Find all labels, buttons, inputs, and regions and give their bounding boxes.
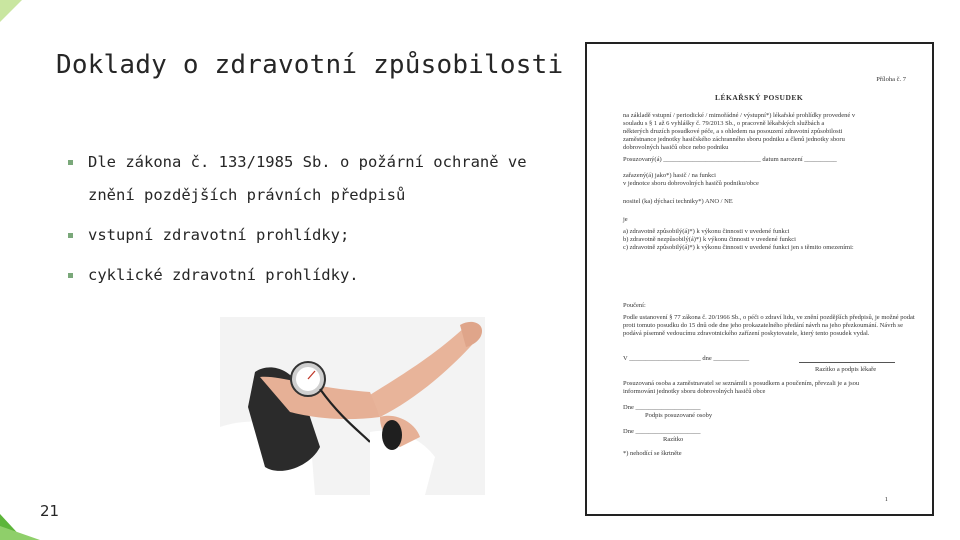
doc-result-b: b) zdravotně nezpůsobilý(á)*) k výkonu činnosti v uvedené funkci	[623, 236, 796, 243]
doc-notice-line: podává písemně vedoucímu zdravotnického zařízení poskytovatele, který tento posudek vydal.	[623, 330, 870, 337]
doc-date-line: Dne ____________________	[623, 404, 701, 411]
corner-decoration-bottom-light	[0, 526, 40, 540]
doc-result-c: c) zdravotně způsobilý(á)*) k výkonu činnosti v uvedené funkci jen s těmito omezeními:	[623, 244, 854, 251]
corner-decoration-top	[0, 0, 22, 22]
bullet-text: cyklické zdravotní prohlídky.	[88, 266, 359, 284]
doc-date-line: Dne ____________________	[623, 428, 701, 435]
blood-pressure-photo	[220, 317, 485, 495]
bullet-text: Dle zákona č. 133/1985 Sb. o požární ochraně ve znění pozdějších právních předpisů	[88, 153, 527, 204]
doc-place-date-line: V ______________________ dne ___________	[623, 355, 750, 362]
bullet-item	[68, 146, 558, 212]
doc-footnote: *) nehodící se škrtněte	[623, 450, 682, 457]
doc-signature-line	[799, 362, 895, 363]
bullet-marker-icon	[68, 233, 73, 238]
bullet-marker-icon	[68, 160, 73, 165]
doc-notice-line: proti tomuto posudku do 15 dnů ode dne jeho prokazatelného předání návrh na jeho přezkoumání. Návrh se	[623, 322, 903, 329]
slide-number: 21	[40, 502, 60, 520]
doc-heading: LÉKAŘSKÝ POSUDEK	[715, 93, 804, 102]
bullet-list	[68, 146, 558, 299]
doc-page-number: 1	[884, 496, 888, 503]
slide-title: Doklady o zdravotní způsobilosti	[56, 50, 564, 80]
doc-intro-line: souladu s § 1 až 6 vyhlášky č. 79/2013 Sb., o pracovně lékařských službách a	[623, 120, 825, 127]
doc-receipt-line: informováni jednotky sboru dobrovolných hasičů obce	[623, 388, 766, 395]
doc-intro-line: na základě vstupní / periodické / mimořádné / výstupní*) lékařské prohlídky provedené v	[623, 112, 856, 119]
doc-field-person: Posuzovaný(á) ______________________________ datum narození __________	[623, 156, 837, 163]
doc-field-is: je	[623, 216, 628, 223]
doc-notice-label: Poučení:	[623, 302, 646, 309]
doc-intro-line: zaměstnance jednotky hasičského záchranného sboru podniku a členů jednotky sboru	[623, 136, 845, 143]
blood-pressure-illustration	[220, 317, 485, 495]
doc-field-unit: v jednotce sboru dobrovolných hasičů podniku/obce	[623, 180, 759, 187]
doc-intro-line: dobrovolných hasičů obce nebo podniku	[623, 144, 729, 151]
bullet-marker-icon	[68, 273, 73, 278]
doc-field-position: zařazený(á) jako*) hasič / na funkci	[623, 172, 716, 179]
doc-notice-line: Podle ustanovení § 77 zákona č. 20/1966 Sb., o péči o zdraví lidu, ve znění pozdějších předpisů, je možné podat	[623, 314, 915, 321]
doc-stamp-label: Razítko	[663, 436, 684, 443]
doc-annex-label: Příloha č. 7	[876, 76, 906, 83]
doc-person-signature-label: Podpis posuzované osoby	[645, 412, 713, 419]
doc-result-a: a) zdravotně způsobilý(á)*) k výkonu činnosti v uvedené funkci	[623, 228, 790, 235]
doc-receipt-line: Posuzovaná osoba a zaměstnavatel se seznámili s posudkem a poučením, převzali je a jsou	[623, 380, 860, 387]
bullet-item	[68, 219, 558, 252]
doc-doctor-signature-label: Razítko a podpis lékaře	[815, 366, 877, 373]
bullet-item	[68, 259, 558, 292]
doc-intro-line: některých druzích posudkové péče, a s ohledem na posouzení zdravotní způsobilosti	[623, 128, 843, 135]
medical-certificate-document	[585, 42, 934, 516]
doc-field-breathing: nositel (ka) dýchací techniky*) ANO / NE	[623, 198, 733, 205]
bullet-text: vstupní zdravotní prohlídky;	[88, 226, 350, 244]
